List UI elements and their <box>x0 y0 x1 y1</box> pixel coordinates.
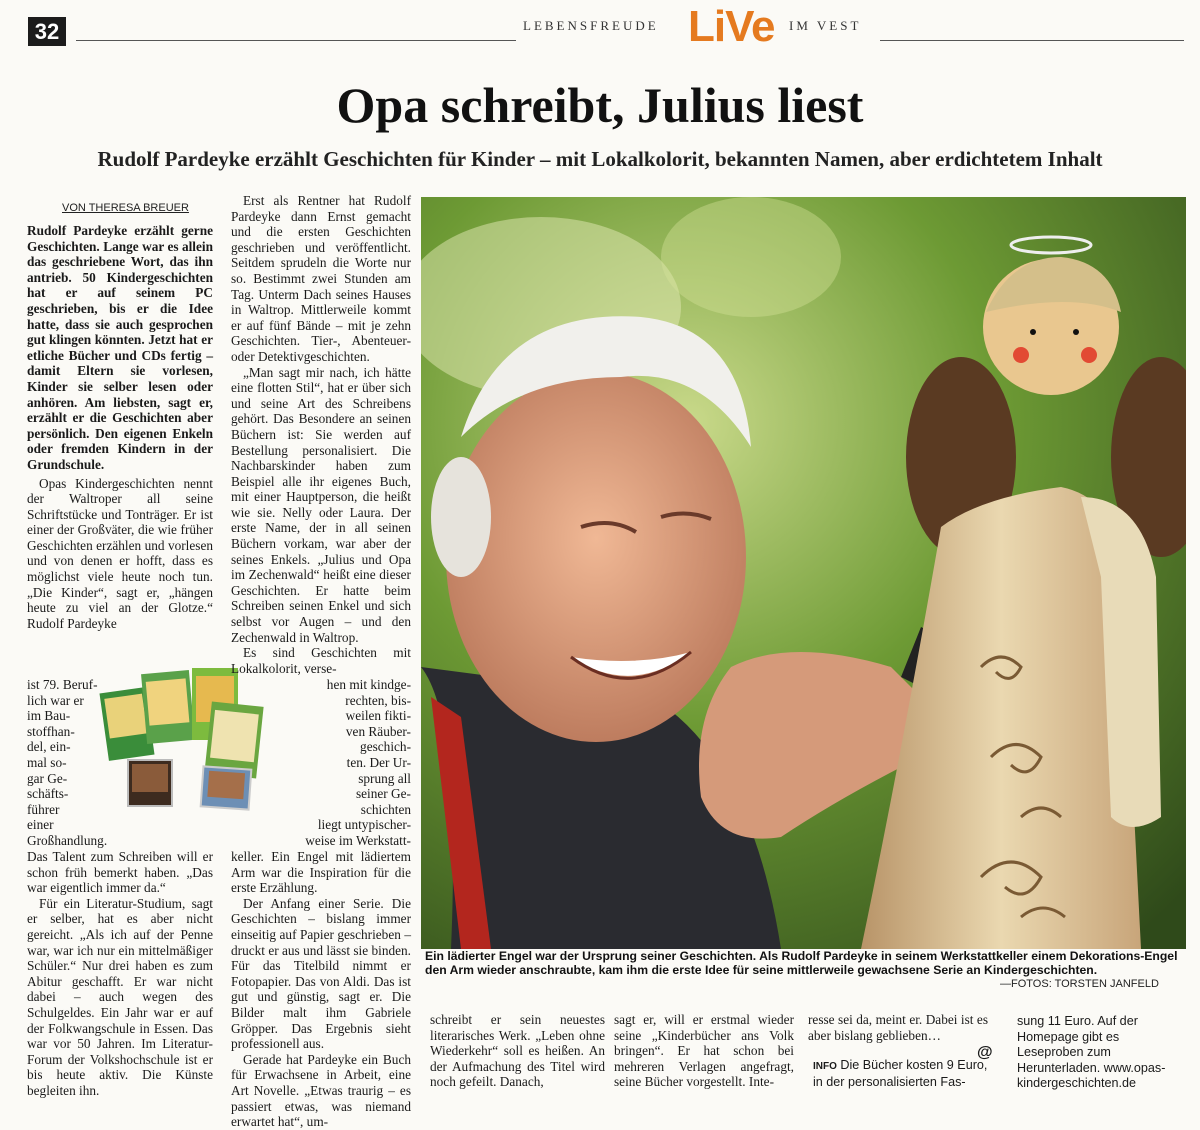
headline: Opa schreibt, Julius liest <box>336 77 864 133</box>
wrap-line: schäfts- <box>27 786 69 802</box>
rubric-left-text: LEBENSFREUDE <box>523 18 659 33</box>
photo-caption: Ein lädierter Engel war der Ursprung seiner Geschichten. Als Rudolf Pardeyke in seinem Werkstattkeller einem Dekorations-Engel den Arm wieder anschraubte, kam ihm die erste Idee für seine mittlerweile gewachsene Serie an Kindergeschichten. <box>425 949 1178 978</box>
info-box <box>813 1058 989 1090</box>
paragraph: Gerade hat Pardeyke ein Buch für Erwachsene in Arbeit, eine Art Novelle. „Etwas traurig – es passiert etwas, was niemand erwartet hat“, um- <box>231 1051 411 1130</box>
wrap-line: schichten <box>360 801 411 817</box>
page-number: 32 <box>28 17 66 46</box>
wrap-line: ten. Der Ur- <box>346 754 411 770</box>
column-2 <box>231 193 411 676</box>
photo-credit: —FOTOS: TORSTEN JANFELD <box>1000 978 1159 990</box>
wrap-line: del, ein- <box>27 739 71 755</box>
wrap-line: führer <box>27 801 60 817</box>
bottom-column-1: schreibt er sein neuestes literarisches Werk. „Leben ohne Wiederkehr“ soll es heißen. An der Aufmachung des Titel wird noch gefeilt. Danach, <box>430 1012 605 1090</box>
wrap-line: ven Räuber- <box>345 723 411 739</box>
rubric-rule-left <box>76 40 516 41</box>
paragraph: Der Anfang einer Serie. Die Geschichten – bislang immer einseitig auf Papier geschrieben – druckt er aus und lässt sie binden. Für das Titelbild nimmt er Fotopapier. Das von Aldi. Das ist gut und günstig, sagt er. Die Bilder malt ihm Gabriele Gröpper. Das Ergebnis sieht professionell aus. <box>231 895 411 1052</box>
bottom-column-3: resse sei da, meint er. Dabei ist es aber bislang geblieben… <box>808 1012 988 1043</box>
column-2-end <box>231 849 411 1130</box>
at-icon: @ <box>977 1044 993 1061</box>
wrap-line: lich war er <box>27 692 84 708</box>
wrap-line: sprung all <box>358 770 411 786</box>
column-2-wrap <box>231 677 411 849</box>
rubric-right-text: IM VEST <box>789 18 862 33</box>
paragraph: Das Talent zum Schreiben will er schon früh bemerkt haben. „Das war eigentlich immer da.“ <box>27 849 213 896</box>
column-1 <box>27 223 213 631</box>
subheadline: Rudolf Pardeyke erzählt Geschichten für Kinder – mit Lokalkolorit, bekannten Namen, aber erdichtetem Inhalt <box>97 147 1103 171</box>
info-label: INFO <box>813 1061 837 1072</box>
wrap-line: rechten, bis- <box>345 692 411 708</box>
paragraph: Erst als Rentner hat Rudolf Pardeyke dann Ernst gemacht und die ersten Geschichten geschrieben und veröffentlicht. Seitdem sprudeln die Worte nur so. Bestimmt zwei Stunden am Tag. Unterm Dach seines Hauses in Waltrop. Mittlerweile kommt er auf fünf Bände – mit je zehn Geschichten. Tier-, Abenteuer- oder Detektivgeschichten. <box>231 193 411 364</box>
wrap-line: im Bau- <box>27 708 71 724</box>
paragraph: keller. Ein Engel mit lädiertem Arm war die Inspiration für die erste Erzählung. <box>231 849 411 896</box>
paragraph: Für ein Literatur-Studium, sagt er selber, hat es aber nicht gereicht. „Als ich auf der Penne war, war ich nur ein mittelmäßiger Schüler.“ Nur drei haben es zum Abitur geschafft. Er war nicht dabei – auch wegen des Schulgeldes. Ein Jahr war er auf der Folkwangschule in Essen. Das war vor 50 Jahren. Im Literatur-Forum der Volkshochschule ist er bis heute aktiv. Die Künste begleiten ihn. <box>27 895 213 1098</box>
rubric-rule-right <box>880 40 1184 41</box>
wrap-line: geschich- <box>360 739 411 755</box>
bottom-column-2: sagt er, will er erstmal wieder seine „Kinderbücher ans Volk bringen“. Er hat schon bei mehreren Verlagen angefragt, seine Bücher vorgestellt. Inte- <box>614 1012 794 1090</box>
wrap-line: einer <box>27 817 54 833</box>
wrap-line: weise im Werkstatt- <box>305 832 411 848</box>
wrap-line: ist 79. Beruf- <box>27 677 98 692</box>
wrap-line: stoffhan- <box>27 723 75 739</box>
paragraph: Es sind Geschichten mit Lokalkolorit, verse- <box>231 645 411 676</box>
bottom-column-4: sung 11 Euro. Auf der Homepage gibt es Leseproben zum Herunterladen. www.opas-kindergeschichten.de <box>1017 1014 1166 1091</box>
wrap-line: gar Ge- <box>27 770 68 786</box>
wrap-line: mal so- <box>27 754 67 770</box>
lead-paragraph: Rudolf Pardeyke erzählt gerne Geschichten. Lange war es allein das geschriebene Wort, das ihn antrieb. 50 Kindergeschichten hat er auf seinem PC geschrieben, bis er die Idee hatte, dass sie auch gesprochen gut klingen könnten. Jetzt hat er etliche Bücher und CDs fertig – damit Eltern sie vorlesen, Kinder sie selber lesen oder anhören. Am liebsten, sagt er, erzählt er die Geschichten aber persönlich. Den eigenen Enkeln oder fremden Kindern in der Grundschule. <box>27 223 213 472</box>
paragraph: „Man sagt mir nach, ich hätte eine flotten Stil“, hat er über sich und seine Art des Schreibens gehört. Das Besondere an seinen Büchern ist: Sie werden auf Bestellung personalisiert. Die Nachbarskinder haben zum Beispiel alle ihr eigenes Buch, mit einer Hauptperson, die heißt wie sie. Nelly oder Laura. Der erste Name, der in all seinen Büchern vorkam, war aber der seines Enkels. „Julius und Opa im Zechenwald“ heißt eine dieser Geschichten. Er hatte beim Schreiben seinen Enkel und sich selbst vor Augen – und den Zechenwald in Waltrop. <box>231 364 411 645</box>
live-logo: LiVe <box>688 2 775 51</box>
paragraph: Opas Kindergeschichten nennt der Waltroper all seine Schriftstücke und Tonträger. Er ist einer der Großväter, die wie früher Geschichten erzählen und vorlesen und von denen er hofft, dass es möglichst viele heute noch tun. „Die Kinder“, sagt er, „hängen heute zu viel an der Glotze.“ Rudolf Pardeyke <box>27 475 213 631</box>
wrap-line: Großhandlung. <box>27 832 108 848</box>
wrap-line: hen mit kindge- <box>326 677 411 692</box>
portrait-photo <box>421 197 1186 949</box>
column-1-end <box>27 849 213 1099</box>
wrap-line: seiner Ge- <box>355 786 411 802</box>
wrap-line: weilen fikti- <box>345 708 411 724</box>
byline: VON THERESA BREUER <box>62 202 189 214</box>
wrap-line: liegt untypischer- <box>317 817 411 833</box>
info-text: Die Bücher kosten 9 Euro, in der personalisierten Fas- <box>813 1058 988 1089</box>
